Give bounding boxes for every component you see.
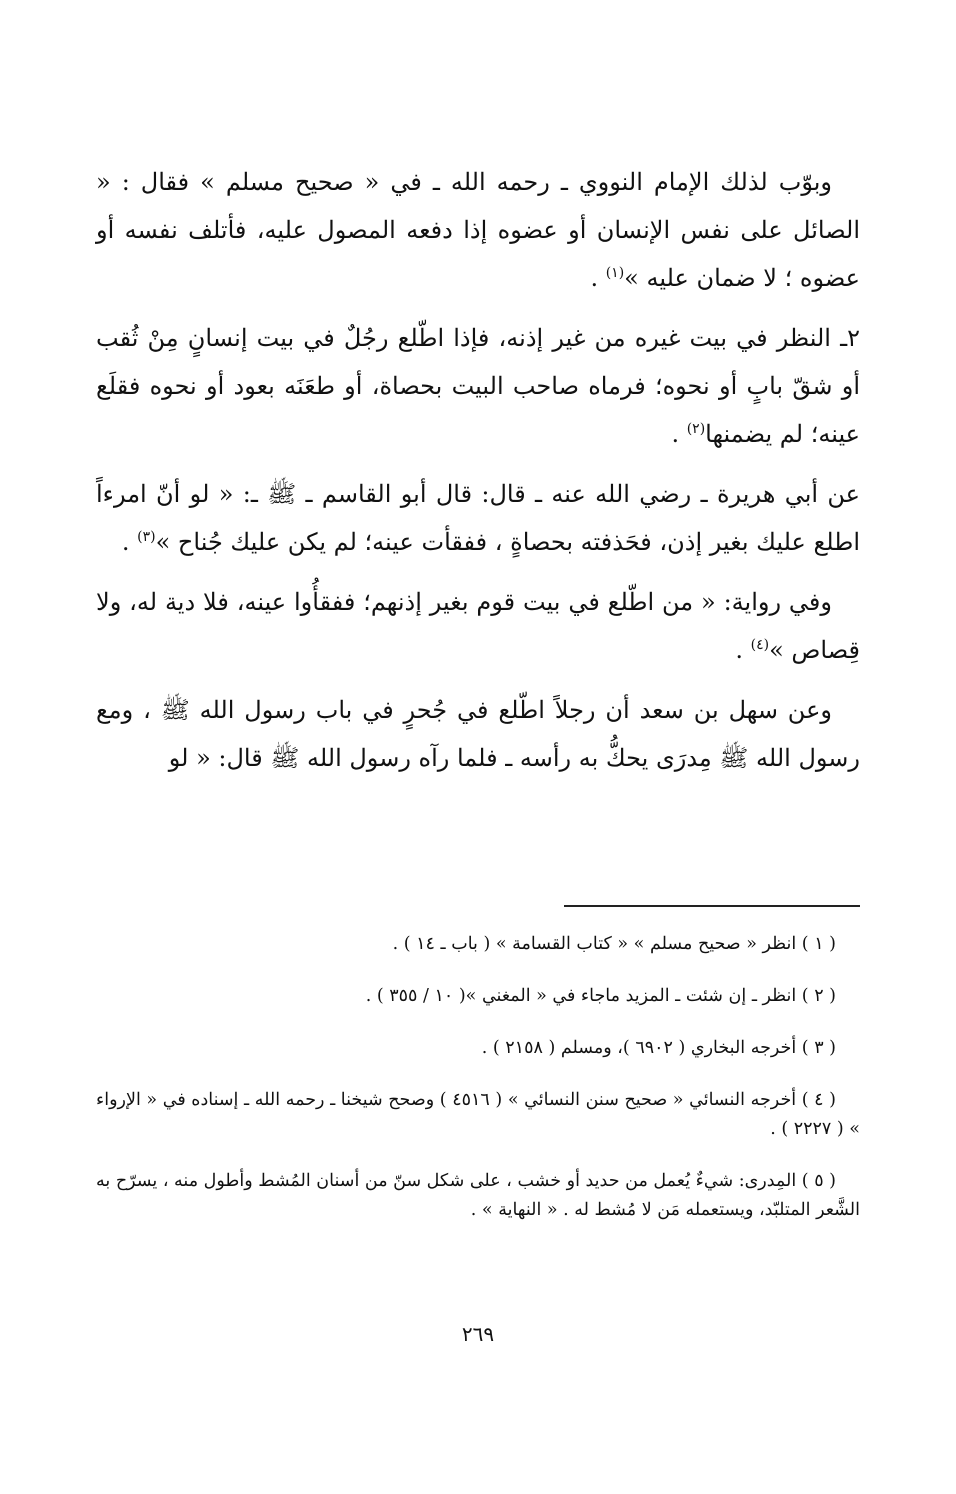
footnote-marker-1: (١) — [605, 265, 625, 281]
footnote-4: ( ٤ ) أخرجه النسائي « صحيح سنن النسائي » ( ٤٥١٦ ) وصحح شيخنا ـ رحمه الله ـ إسناده في « الإرواء » ( ٢٢٢٧ ) . — [96, 1090, 860, 1139]
paragraph-text: وعن سهل بن سعد أن رجلاً اطّلع في جُحرٍ في باب رسول الله ﷺ ، ومع رسول الله ﷺ مِدرَى يحكُّ به رأسه ـ فلما رآه رسول الله ﷺ قال: « لو — [96, 696, 860, 772]
paragraph-looking-into-house: ٢ـ النظر في بيت غيره من غير إذنه، فإذا اطّلع رجُلٌ في بيت إنسانٍ مِنْ ثُقب أو شقّ بابٍ أو نحوه؛ فرماه صاحب البيت بحصاة، أو طعَنَه بعود أو نحوه فقلَع عينه؛ لم يضمنها$^{(٢)}$ . — [96, 324, 860, 448]
page-number: ٢٦٩ — [461, 1322, 495, 1346]
footnote-divider — [564, 905, 860, 907]
paragraph-text: وفي رواية: « من اطّلع في بيت قوم بغير إذنهم؛ ففقأُوا عينه، فلا دية له، ولا قِصاص » — [96, 588, 860, 664]
footnote-5: ( ٥ ) المِدرى: شيءٌ يُعمل من حديد أو خشب ، على شكل سنّ من أسنان المُشط وأطول منه ، يسرّح به الشَّعر المتلبّد، ويستعمله مَن لا مُشط له . « النهاية » . — [96, 1171, 860, 1220]
paragraph-nawawi: وبوّب لذلك الإمام النووي ـ رحمه الله ـ في « صحيح مسلم » فقال : « الصائل على نفس الإنسان أو عضوه إذا دفعه المصول عليه، فأتلف نفسه أو عضوه ؛ لا ضمان عليه »$^{(١)}$ . — [96, 168, 860, 292]
paragraph-text: ٢ـ النظر في بيت غيره من غير إذنه، فإذا اطّلع رجُلٌ في بيت إنسانٍ مِنْ ثُقب أو شقّ بابٍ أو نحوه؛ فرماه صاحب البيت بحصاة، أو طعَنَه بعود أو نحوه فقلَع عينه؛ لم يضمنها — [96, 324, 860, 448]
paragraph-another-narration: وفي رواية: « من اطّلع في بيت قوم بغير إذنهم؛ ففقأُوا عينه، فلا دية له، ولا قِصاص »$^{(٤)}$ . — [96, 588, 860, 664]
footnote-marker-2: (٢) — [686, 421, 706, 437]
main-text — [96, 158, 860, 794]
footnote-3: ( ٣ ) أخرجه البخاري ( ٦٩٠٢ )، ومسلم ( ٢١٥٨ ) . — [481, 1038, 836, 1058]
footnote-1: ( ١ ) انظر « صحيح مسلم » « كتاب القسامة » ( باب ـ ١٤ ) . — [392, 934, 836, 954]
footnote-marker-3: (٣) — [137, 529, 156, 545]
footnote-marker-4: (٤) — [750, 637, 770, 653]
paragraph-sahl-hadith — [96, 686, 860, 782]
paragraph-abu-hurairah-hadith: عن أبي هريرة ـ رضي الله عنه ـ قال: قال أبو القاسم ـ ﷺ ـ: « لو أنّ امرءاً اطلع عليك بغير إذن، فحَذفته بحصاةٍ ، ففقأت عينه؛ لم يكن عليك جُناح »$^{(٣)}$ . — [96, 480, 860, 556]
paragraph-text: عن أبي هريرة ـ رضي الله عنه ـ قال: قال أبو القاسم ـ ﷺ ـ: « لو أنّ امرءاً اطلع عليك بغير إذن، فحَذفته بحصاةٍ ، ففقأت عينه؛ لم يكن عليك جُناح » — [96, 480, 860, 556]
paragraph-text: وبوّب لذلك الإمام النووي ـ رحمه الله ـ في « صحيح مسلم » فقال : « الصائل على نفس الإنسان أو عضوه إذا دفعه المصول عليه، فأتلف نفسه أو عضوه ؛ لا ضمان عليه » — [96, 168, 860, 292]
footnotes — [96, 930, 860, 1248]
footnote-2: ( ٢ ) انظر ـ إن شئت ـ المزيد ماجاء في « المغني »( ١٠ / ٣٥٥ ) . — [365, 986, 836, 1006]
